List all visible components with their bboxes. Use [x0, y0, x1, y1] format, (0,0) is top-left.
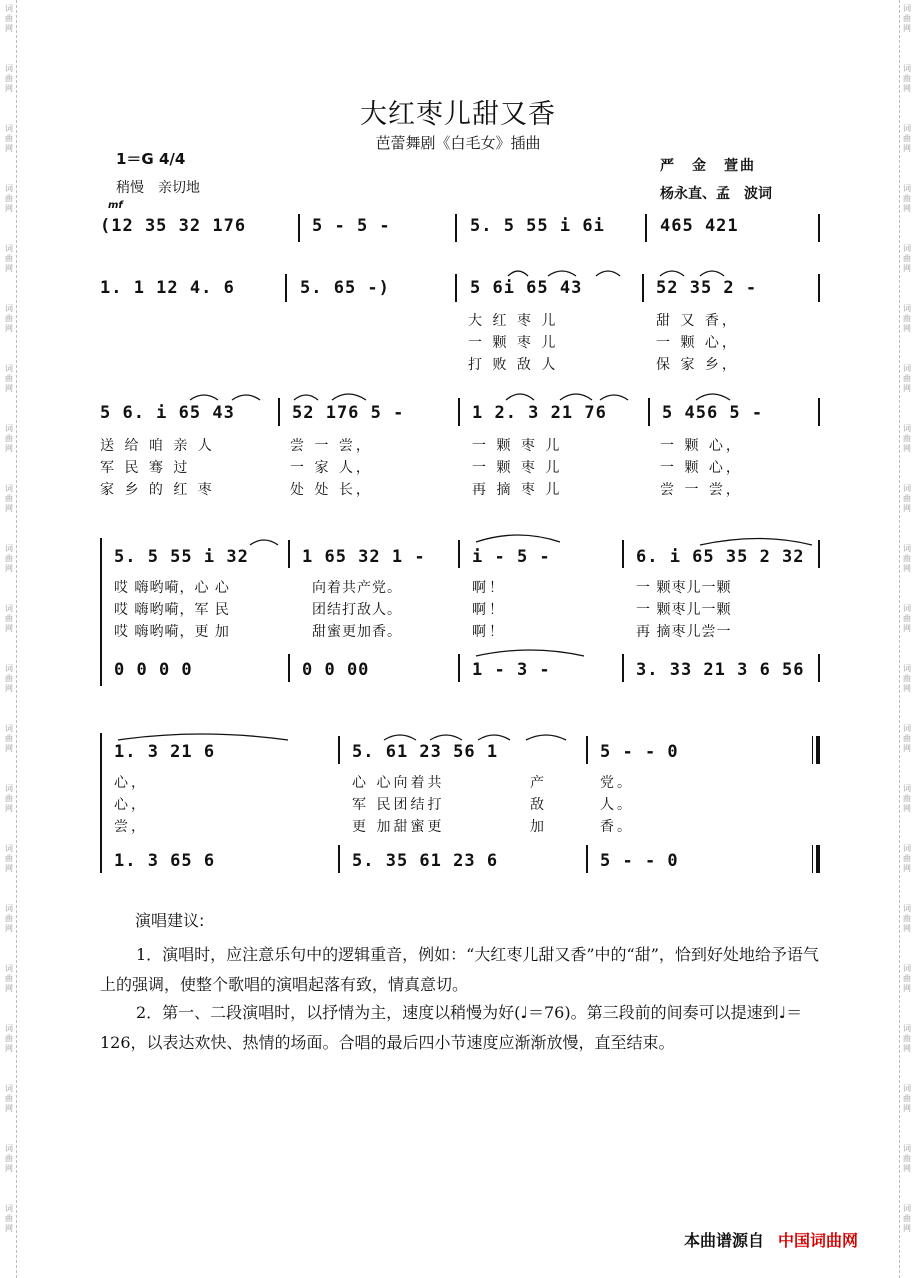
- margin-watermark-text: 词曲网: [5, 844, 13, 873]
- slur: [384, 735, 416, 740]
- lyric-r3-v3-c: 再 摘 枣 儿: [472, 482, 563, 498]
- margin-watermark-text: 词曲网: [5, 1024, 13, 1053]
- lyric-r5-v3-d: 香。: [600, 819, 634, 835]
- margin-watermark-text: 词曲网: [5, 784, 13, 813]
- margin-watermark-text: 词曲网: [5, 964, 13, 993]
- margin-watermark-text: 词曲网: [903, 304, 911, 333]
- margin-watermark-text: 词曲网: [903, 184, 911, 213]
- lyric-r5-v3-a: 尝，: [114, 819, 148, 835]
- slur: [526, 735, 566, 740]
- lyric-r4-v2-d: 一 颗枣儿一颗: [636, 602, 732, 618]
- margin-watermark-text: 词曲网: [5, 664, 13, 693]
- lyric-r2-v3-a: 打 败 敌 人: [468, 357, 559, 373]
- margin-watermark-text: 词曲网: [903, 4, 911, 33]
- slur: [478, 735, 510, 740]
- measure-r4-low-4: 3. 33 21 3 6 56: [636, 660, 805, 680]
- margin-watermark-text: 词曲网: [5, 4, 13, 33]
- lyric-r4-v2-c: 啊！: [472, 602, 506, 618]
- slur: [190, 395, 218, 400]
- margin-watermark-text: 词曲网: [5, 1204, 13, 1233]
- lyric-r4-v1-a: 哎 嗨哟嗬，心 心: [114, 580, 230, 596]
- lyric-r3-v2-a: 军 民 骞 过: [100, 460, 191, 476]
- lyric-r5-v1-b: 心 心向着共: [352, 775, 445, 791]
- slur: [696, 394, 730, 400]
- margin-watermark-text: 词曲网: [903, 244, 911, 273]
- lyric-r5-v3-b: 更 加甜蜜更: [352, 819, 445, 835]
- margin-watermark-text: 词曲网: [5, 424, 13, 453]
- lyric-r4-v3-d: 再 摘枣儿尝一: [636, 624, 732, 640]
- slur: [294, 395, 318, 400]
- measure-r5-3: 5 - - 0: [600, 742, 679, 762]
- lyric-r4-v1-b: 向着共产党。: [312, 580, 402, 596]
- margin-watermark-text: 词曲网: [5, 544, 13, 573]
- slur: [508, 271, 528, 276]
- slur: [600, 395, 628, 400]
- dynamic-marking: mf: [108, 200, 123, 211]
- margin-watermark-text: 词曲网: [5, 364, 13, 393]
- song-title: 大红枣儿甜又香: [360, 99, 556, 130]
- lyric-r5-v2-c: 敌: [530, 797, 547, 813]
- measure-r4-low-3: 1 - 3 -: [472, 660, 551, 680]
- lyric-r4-v3-b: 甜蜜更加香。: [312, 624, 402, 640]
- measure-r1-4: 465 421: [660, 216, 739, 236]
- lyric-r4-v3-c: 啊！: [472, 624, 506, 640]
- measure-r5-low-2: 5. 35 61 23 6: [352, 851, 499, 871]
- margin-watermark-text: 词曲网: [903, 124, 911, 153]
- measure-r2-3: 5 6i 65 43: [470, 278, 583, 298]
- measure-r4-1: 5. 5 55 i 32: [114, 547, 249, 567]
- measure-r1-2: 5 - 5 -: [312, 216, 391, 236]
- margin-watermark-text: 词曲网: [5, 1144, 13, 1173]
- lyric-r3-v3-d: 尝 一 尝，: [660, 482, 743, 498]
- measure-r5-2: 5. 61 23 56 1: [352, 742, 499, 762]
- margin-watermark-text: 词曲网: [5, 124, 13, 153]
- measure-r4-3: i - 5 -: [472, 547, 551, 567]
- slur: [250, 540, 278, 545]
- lyricist-credit: 杨永直、孟 波词: [660, 186, 772, 202]
- margin-watermark-text: 词曲网: [903, 844, 911, 873]
- margin-watermark-text: 词曲网: [5, 1084, 13, 1113]
- lyric-r5-v3-c: 加: [530, 819, 547, 835]
- lyric-r3-v3-a: 家 乡 的 红 枣: [100, 482, 215, 498]
- lyric-r2-v1-a: 大 红 枣 儿: [468, 313, 559, 329]
- measure-r2-4: 52 35 2 -: [656, 278, 758, 298]
- margin-watermark-text: 词曲网: [903, 784, 911, 813]
- lyric-r4-v1-c: 啊！: [472, 580, 506, 596]
- tempo-marking: 稍慢 亲切地: [116, 180, 200, 196]
- lyric-r3-v2-c: 一 颗 枣 儿: [472, 460, 563, 476]
- lyric-r3-v1-a: 送 给 咱 亲 人: [100, 438, 215, 454]
- slur: [700, 271, 724, 276]
- margin-watermark-text: 词曲网: [903, 964, 911, 993]
- slur: [560, 394, 592, 400]
- slur: [118, 734, 288, 740]
- lyric-r3-v2-b: 一 家 人，: [290, 460, 373, 476]
- slur: [596, 271, 620, 276]
- measure-r4-low-1: 0 0 0 0: [114, 660, 193, 680]
- margin-watermark-text: 词曲网: [903, 544, 911, 573]
- margin-watermark-text: 词曲网: [5, 484, 13, 513]
- margin-watermark-text: 词曲网: [903, 604, 911, 633]
- suggestion-paragraph-2: 2．第一、二段演唱时，以抒情为主，速度以稍慢为好(♩＝76)。第三段前的间奏可以提速到♩＝126，以表达欢快、热情的场面。合唱的最后四小节速度应渐渐放慢，直至结束。: [100, 1003, 803, 1052]
- slur: [430, 735, 462, 740]
- margin-watermark-text: 词曲网: [903, 1204, 911, 1233]
- suggestion-paragraph-1: 1．演唱时，应注意乐句中的逻辑重音，例如：“大红枣儿甜又香”中的“甜”，恰到好处地给予语气上的强调，使整个歌唱的演唱起落有致，情真意切。: [100, 945, 819, 994]
- lyric-r4-v2-b: 团结打敌人。: [312, 602, 402, 618]
- margin-watermark-text: 词曲网: [903, 64, 911, 93]
- margin-watermark-text: 词曲网: [5, 184, 13, 213]
- lyric-r3-v1-d: 一 颗 心，: [660, 438, 743, 454]
- margin-watermark-text: 词曲网: [903, 1144, 911, 1173]
- lyric-r5-v1-d: 党。: [600, 775, 634, 791]
- lyric-r5-v1-c: 产: [530, 775, 547, 791]
- margin-watermark-text: 词曲网: [903, 364, 911, 393]
- measure-r3-3: 1 2. 3 21 76: [472, 403, 607, 423]
- lyric-r5-v1-a: 心，: [114, 775, 148, 791]
- slur: [332, 394, 366, 400]
- margin-watermark-text: 词曲网: [5, 904, 13, 933]
- measure-r5-low-1: 1. 3 65 6: [114, 851, 216, 871]
- lyric-r2-v3-b: 保 家 乡，: [656, 357, 739, 373]
- measure-r5-low-3: 5 - - 0: [600, 851, 679, 871]
- footer-source: [684, 1228, 858, 1251]
- measure-r4-2: 1 65 32 1 -: [302, 547, 426, 567]
- slur: [506, 394, 534, 400]
- measure-r4-low-2: 0 0 00: [302, 660, 370, 680]
- suggestions-heading: 演唱建议:: [135, 911, 205, 930]
- song-subtitle: 芭蕾舞剧《白毛女》插曲: [375, 134, 541, 152]
- lyric-r4-v2-a: 哎 嗨哟嗬，军 民: [114, 602, 230, 618]
- measure-r3-1: 5 6. i 65 43: [100, 403, 235, 423]
- slur: [700, 539, 812, 546]
- lyric-r5-v2-b: 军 民团结打: [352, 797, 445, 813]
- measure-r2-1: 1. 1 12 4. 6: [100, 278, 235, 298]
- measure-r1-3: 5. 5 55 i 6i: [470, 216, 605, 236]
- lyric-r4-v3-a: 哎 嗨哟嗬，更 加: [114, 624, 230, 640]
- slur: [476, 650, 584, 656]
- margin-watermark-text: 词曲网: [903, 1084, 911, 1113]
- margin-watermark-text: 词曲网: [5, 604, 13, 633]
- measure-r3-2: 52 176 5 -: [292, 403, 405, 423]
- footer-site-link[interactable]: 中国词曲网: [778, 1231, 859, 1250]
- lyric-r5-v2-d: 人。: [600, 797, 634, 813]
- margin-watermark-text: 词曲网: [903, 904, 911, 933]
- margin-watermark-text: 词曲网: [903, 484, 911, 513]
- measure-r4-4: 6. i 65 35 2 32: [636, 547, 805, 567]
- slur: [476, 535, 560, 542]
- measure-r2-2: 5. 65 -): [300, 278, 390, 298]
- lyric-r3-v1-b: 尝 一 尝，: [290, 438, 373, 454]
- lyric-r2-v1-b: 甜 又 香，: [656, 313, 739, 329]
- margin-watermark-text: 词曲网: [5, 64, 13, 93]
- measure-r1-1: (12 35 32 176: [100, 216, 247, 236]
- margin-watermark-text: 词曲网: [5, 724, 13, 753]
- margin-watermark-text: 词曲网: [903, 424, 911, 453]
- lyric-r3-v1-c: 一 颗 枣 儿: [472, 438, 563, 454]
- margin-watermark-text: 词曲网: [903, 664, 911, 693]
- key-signature: 1＝G 4/4: [116, 150, 186, 168]
- lyric-r5-v2-a: 心，: [114, 797, 148, 813]
- lyric-r3-v2-d: 一 颗 心，: [660, 460, 743, 476]
- lyric-r2-v2-a: 一 颗 枣 儿: [468, 335, 559, 351]
- footer-source-text: 本曲谱源自: [684, 1231, 765, 1250]
- measure-r3-4: 5 456 5 -: [662, 403, 764, 423]
- slur: [660, 271, 684, 276]
- measure-r5-1: 1. 3 21 6: [114, 742, 216, 762]
- slur: [232, 395, 260, 400]
- margin-watermark-text: 词曲网: [903, 1024, 911, 1053]
- margin-watermark-text: 词曲网: [903, 724, 911, 753]
- composer-credit: 严 金 萱曲: [660, 158, 756, 174]
- lyric-r3-v3-b: 处 处 长，: [290, 482, 373, 498]
- lyric-r2-v2-b: 一 颗 心，: [656, 335, 739, 351]
- margin-watermark-text: 词曲网: [5, 304, 13, 333]
- lyric-r4-v1-d: 一 颗枣儿一颗: [636, 580, 732, 596]
- margin-watermark-text: 词曲网: [5, 244, 13, 273]
- slur: [548, 271, 576, 276]
